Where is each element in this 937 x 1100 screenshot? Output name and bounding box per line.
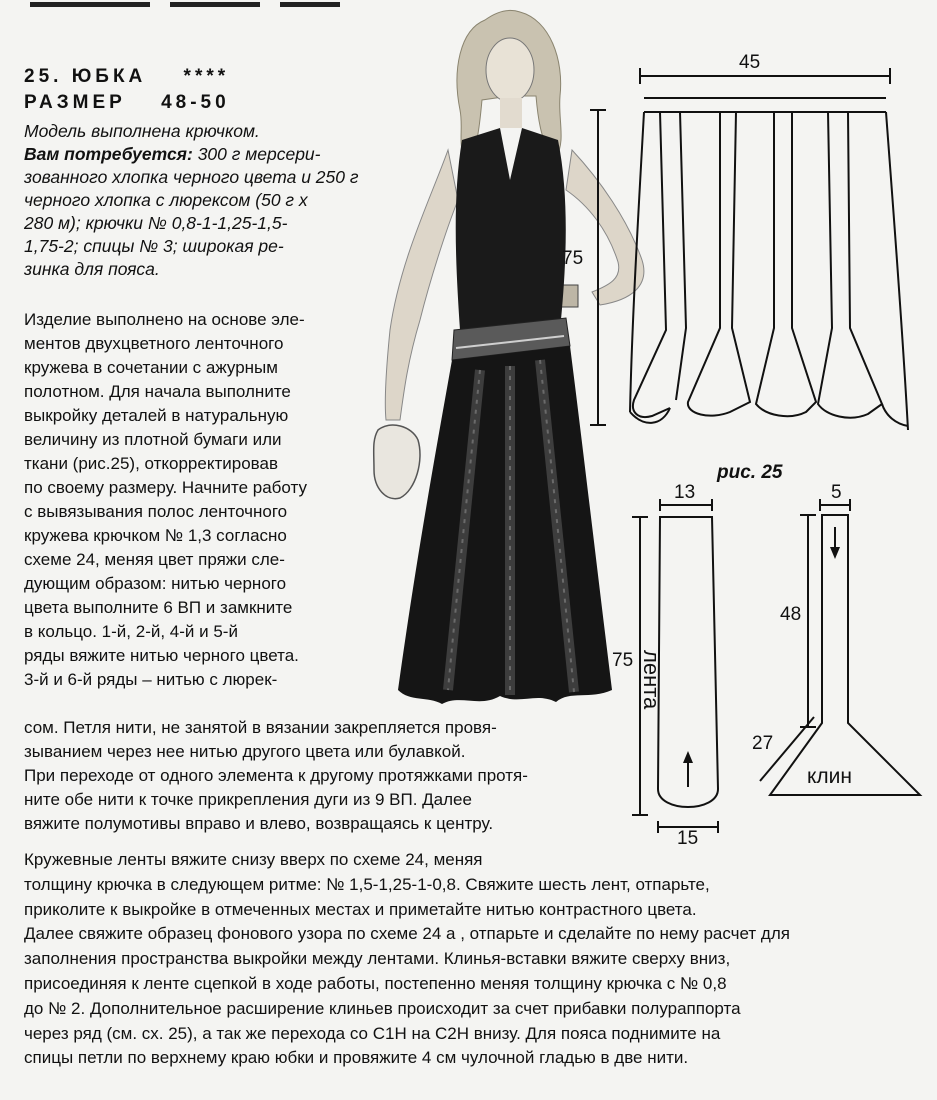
materials-line: зинка для пояса. — [24, 259, 160, 279]
pattern-title-text: 25. ЮБКА — [24, 66, 147, 87]
full-width-text — [24, 848, 914, 1071]
body-line: заполнения пространства выкройки между лентами. Клинья-вставки вяжите сверху вниз, — [24, 949, 731, 969]
body-line: ментов двухцветного ленточного — [24, 334, 284, 353]
body-line: по своему размеру. Начните работу — [24, 478, 307, 497]
body-line: до № 2. Дополнительное расширение клиньев происходит за счет прибавки полураппорта — [24, 998, 741, 1018]
neck — [500, 98, 522, 128]
figure-caption: рис. 25 — [717, 462, 783, 483]
body-line: спицы петли по верхнему краю юбки и провяжите 4 см чулочной гладью в две нити. — [24, 1048, 689, 1068]
skirt-pattern-diagram — [560, 40, 920, 450]
body-line: зыванием через нее нитью другого цвета или булавкой. — [24, 742, 466, 761]
dress-bodice — [456, 128, 566, 330]
pattern-title — [24, 66, 229, 88]
body-line: вяжите полумотивы вправо и влево, возвращаясь к центру. — [24, 814, 494, 833]
cropped-text-fragment — [170, 2, 260, 7]
cropped-text-fragment — [280, 2, 340, 7]
wedge-top-label: 5 — [831, 482, 842, 503]
materials-line: черного хлопка с люрексом (50 г х — [24, 190, 308, 210]
body-line: Изделие выполнено на основе эле- — [24, 310, 305, 329]
wedge-shape — [770, 515, 920, 795]
materials-line: 1,75-2; спицы № 3; широкая ре- — [24, 236, 284, 256]
model-note: Модель выполнена крючком. — [24, 121, 260, 141]
panel-ribbon — [676, 112, 686, 400]
body-line: выкройку деталей в натуральную — [24, 406, 289, 425]
materials-line-0: Вам потребуется: 300 г мерсери- — [24, 144, 321, 164]
body-line: с вывязывания полос ленточного — [24, 502, 288, 521]
clutch-bag — [374, 425, 420, 499]
cropped-text-fragment — [30, 2, 150, 7]
left-arm — [385, 150, 458, 420]
wedge-stem-label: 48 — [780, 604, 802, 625]
skirt-height-label: 75 — [562, 248, 584, 269]
size-value: 48-50 — [161, 92, 230, 113]
panel-wedge — [818, 112, 882, 418]
skirt-right-edge — [886, 112, 908, 430]
arrow-down-icon — [830, 527, 840, 559]
body-line: При переходе от одного элемента к другому протяжками протя- — [24, 766, 528, 785]
panel-wedge — [756, 112, 816, 416]
body-line: кружева в сочетании с ажурным — [24, 358, 278, 377]
body-line: через ряд (см. сх. 25), а так же перехода со С1Н на С2Н внизу. Для пояса поднимите на — [24, 1023, 721, 1043]
skirt-width-label: 45 — [739, 52, 761, 73]
panel-wedge — [688, 112, 750, 416]
skirt-left-edge — [630, 112, 644, 412]
body-line: схеме 24, меняя цвет пряжи сле- — [24, 550, 285, 569]
body-line: ряды вяжите нитью черного цвета. — [24, 646, 299, 665]
body-line: дующим образом: нитью черного — [24, 574, 287, 593]
materials-block — [24, 120, 384, 281]
body-line: сом. Петля нити, не занятой в вязании закрепляется провя- — [24, 718, 497, 737]
ribbon-top-label: 13 — [674, 482, 696, 503]
body-line: ткани (рис.25), откорректировав — [24, 454, 278, 473]
ribbon-height-label: 75 — [612, 650, 634, 671]
wedge-name-label: клин — [807, 765, 853, 788]
face — [486, 38, 534, 102]
materials-label: Вам потребуется: — [24, 144, 193, 164]
body-line: 3-й и 6-й ряды – нитью с люрек- — [24, 670, 278, 689]
body-line: полотном. Для начала выполните — [24, 382, 291, 401]
body-line: приколите к выкройке в отмеченных местах и приметайте нитью контрастного цвета. — [24, 899, 697, 919]
body-line: ните обе нити к точке прикрепления дуги из 9 ВП. Далее — [24, 790, 472, 809]
ribbon-name-label: лента — [639, 650, 664, 710]
wedge-side-label: 27 — [752, 733, 774, 754]
size-line — [24, 92, 230, 114]
body-line: Далее свяжите образец фонового узора по схеме 24 а , отпарьте и сделайте по нему расчет для — [24, 924, 790, 944]
panel-wedge — [633, 112, 670, 417]
body-line: толщину крючка в следующем ритме: № 1,5-1,25-1-0,8. Свяжите шесть лент, отпарьте, — [24, 874, 710, 894]
materials-line: 280 м); крючки № 0,8-1-1,25-1,5- — [24, 213, 288, 233]
body-line: Кружевные ленты вяжите снизу вверх по схеме 24, меняя — [24, 850, 483, 869]
arrow-up-icon — [683, 751, 693, 787]
body-line: величину из плотной бумаги или — [24, 430, 282, 449]
body-line: цвета выполните 6 ВП и замкните — [24, 598, 293, 617]
size-label: РАЗМЕР — [24, 92, 126, 113]
difficulty-stars: **** — [183, 66, 230, 87]
body-line: в кольцо. 1-й, 2-й, 4-й и 5-й — [24, 622, 238, 641]
body-line: кружева крючком № 1,3 согласно — [24, 526, 287, 545]
body-line: присоединяя к ленте сцепкой в ходе работы, постепенно меняя толщину крючка с № 0,8 — [24, 973, 727, 993]
ribbon-bottom-label: 15 — [677, 828, 699, 849]
materials-line: зованного хлопка черного цвета и 250 г — [24, 167, 359, 187]
